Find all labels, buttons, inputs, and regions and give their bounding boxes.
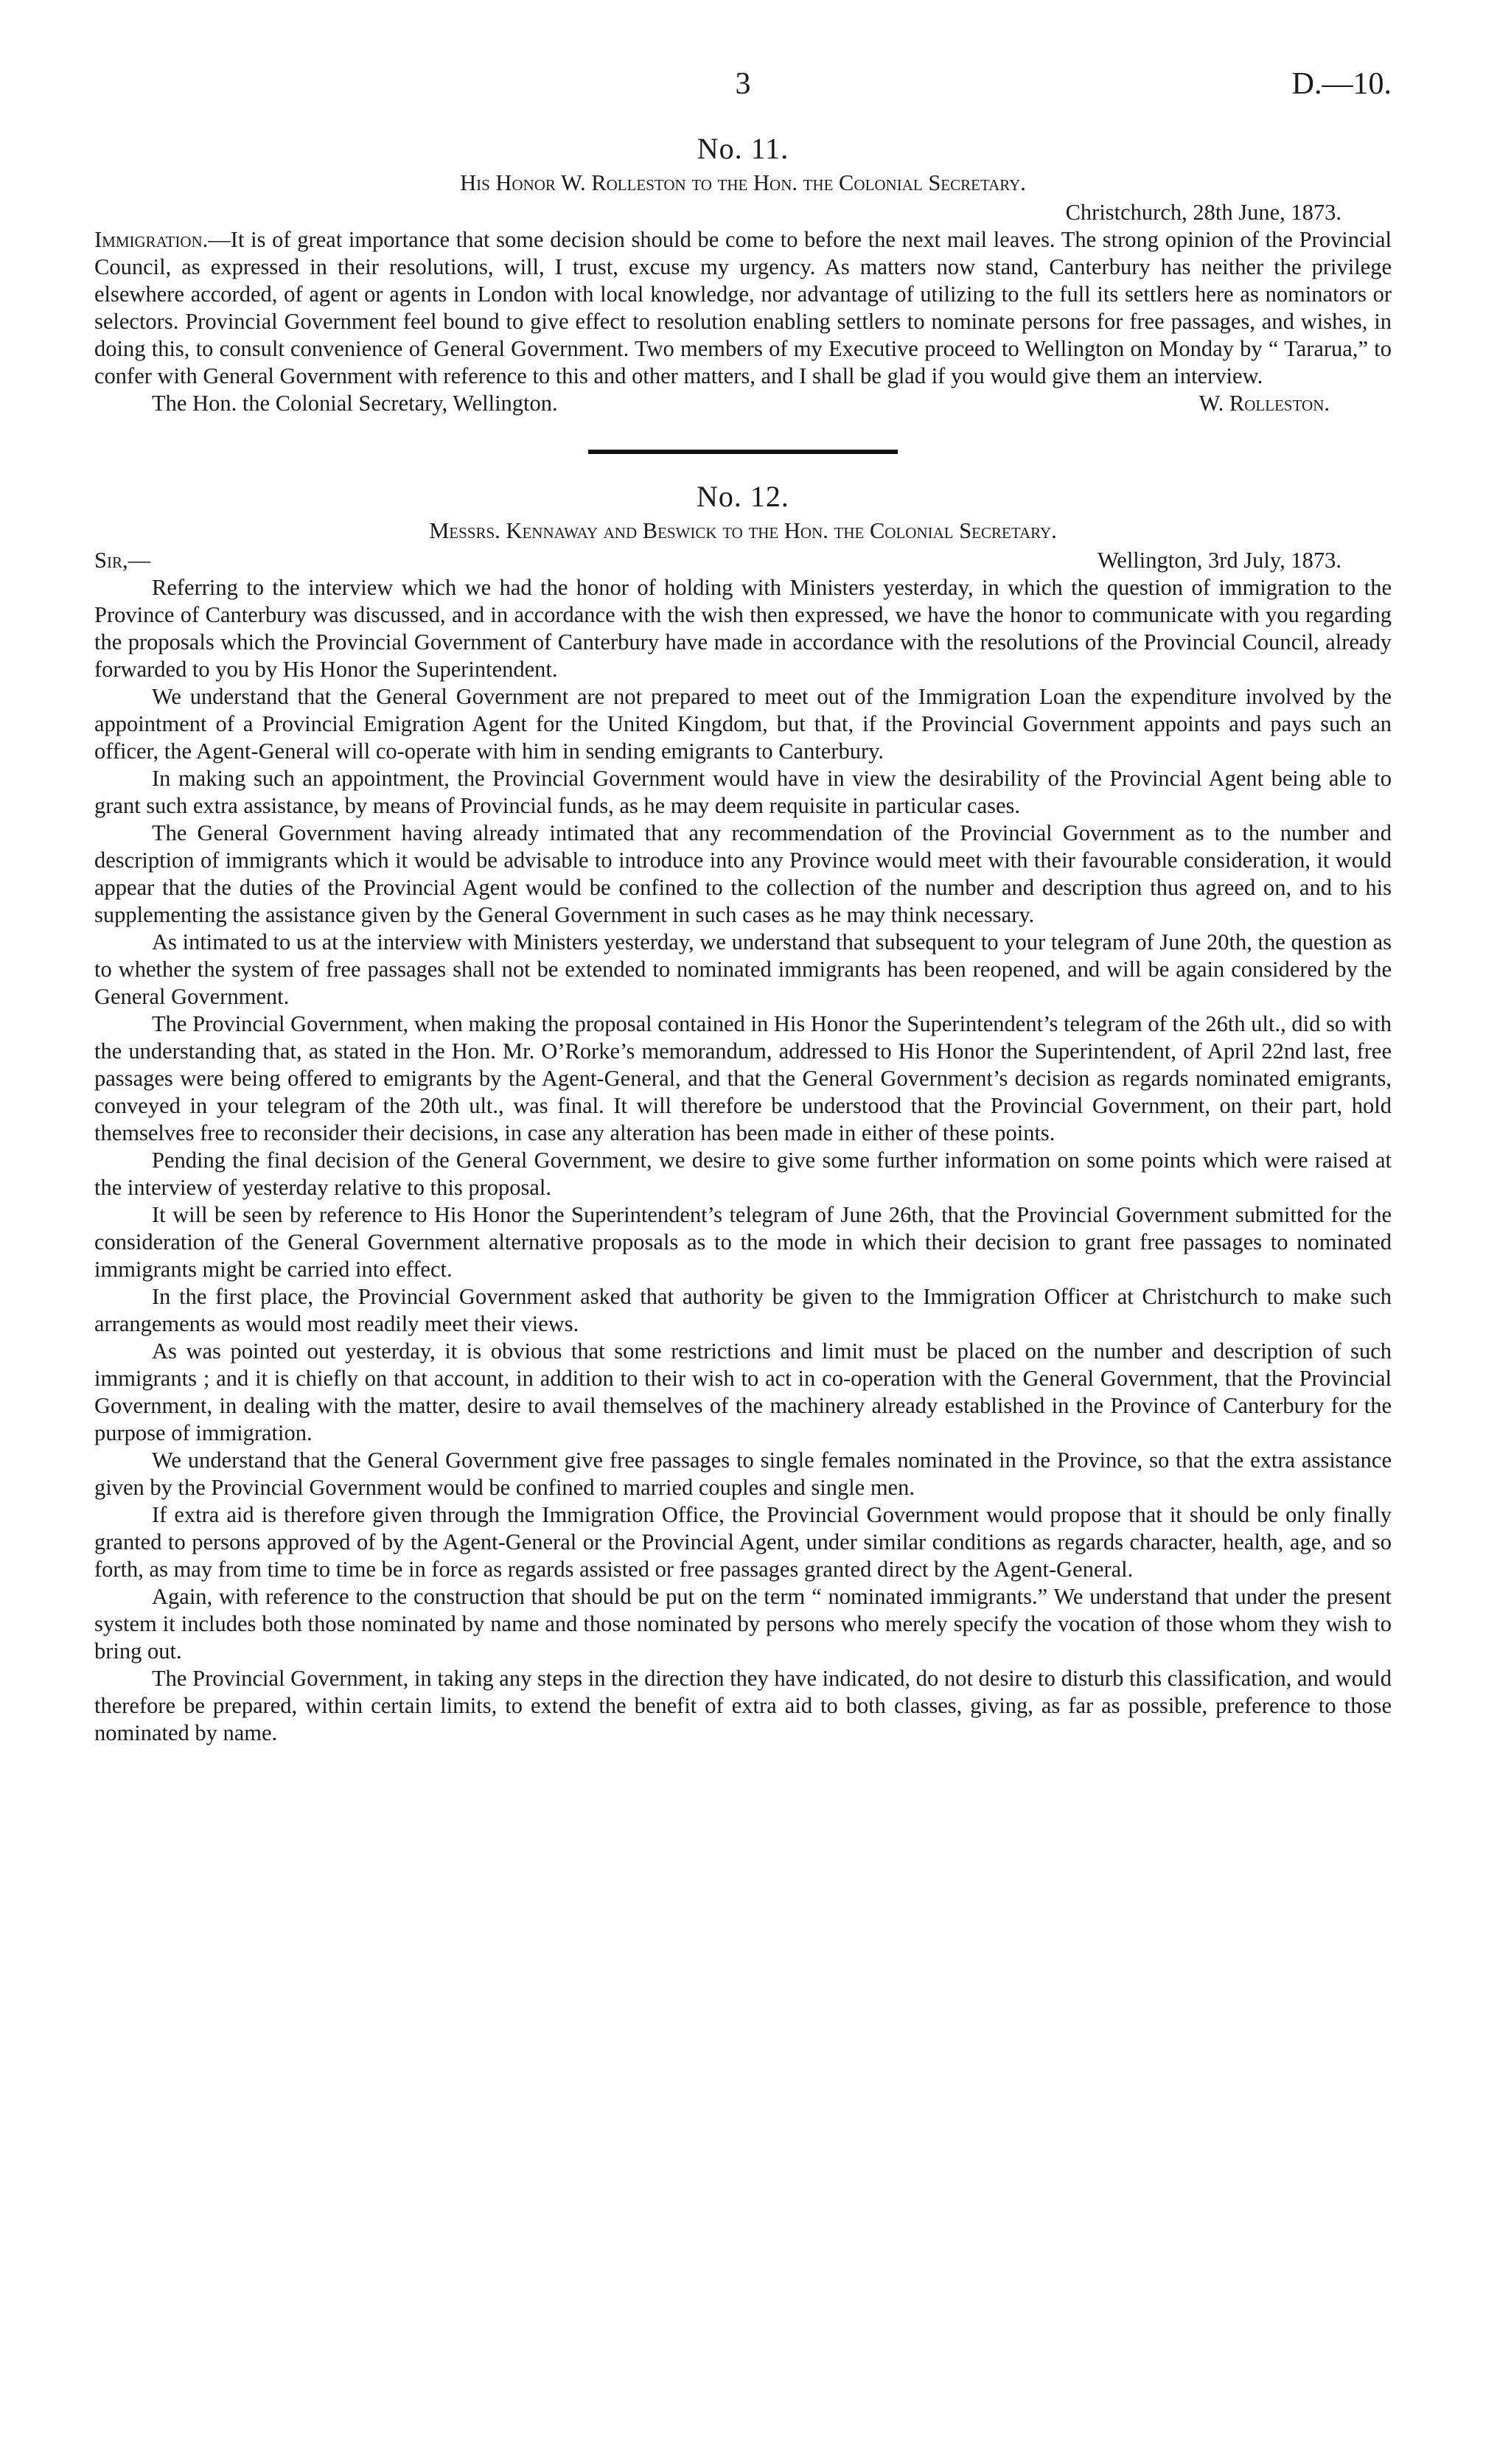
letter-11-lead-word: Immigration. bbox=[94, 227, 209, 252]
paragraph: Pending the final decision of the General Government, we desire to give some further information on some points which were raised at the interview of yesterday relative to this proposal. bbox=[94, 1148, 1392, 1200]
paragraph: It will be seen by reference to His Honor the Superintendent’s telegram of June 26th, that the Provincial Government submitted for the consideration of the General Government alternative proposals as to the mode in which their decision to grant free passages to nominated immigrants might be carried into effect. bbox=[94, 1202, 1392, 1282]
page-number: 3 bbox=[735, 67, 751, 101]
letter-11 bbox=[94, 131, 1392, 417]
paragraph: The Provincial Government, when making the proposal contained in His Honor the Superintendent’s telegram of the 26th ult., did so with the understanding that, as stated in the Hon. Mr. O’Rorke’s memorandum, addressed to His Honor the Superintendent, of April 22nd last, free passages were being offered to emigrants by the Agent-General, and that the General Government’s decision as regards nominated emigrants, conveyed in your telegram of the 20th ult., was final. It will therefore be understood that the Provincial Government, on their part, hold themselves free to reconsider their decisions, in case any alteration has been made in either of these points. bbox=[94, 1011, 1392, 1145]
paragraph: The General Government having already intimated that any recommendation of the Provincial Government as to the number and description of immigrants which it would be advisable to introduce into any Province would meet with their favourable consideration, it would appear that the duties of the Provincial Agent would be confined to the collection of the number and description thus agreed on, and to his supplementing the assistance given by the General Government in such cases as he may think necessary. bbox=[94, 820, 1392, 927]
letter-11-number: No. 11. bbox=[697, 132, 789, 165]
letter-11-addressee: The Hon. the Colonial Secretary, Wellington. bbox=[152, 391, 558, 416]
letter-11-body-text: —It is of great importance that some decision should be come to before the next mail leaves. The strong opinion of the Provincial Council, as expressed in their resolutions, will, I trust, excuse my urgency. As matters now stand, Canterbury has neither the privilege elsewhere accorded, of agent or agents in London with local knowledge, nor advantage of utilizing to the full its settlers here as nominators or selectors. Provincial Government feel bound to give effect to resolution enabling settlers to nominate persons for free passages, and wishes, in doing this, to consult convenience of General Government. Two members of my Executive proceed to Wellington on Monday by “ Tararua,” to confer with General Government with reference to this and other matters, and I shall be glad if you would give them an interview. bbox=[94, 227, 1392, 388]
letter-12-dateline: Wellington, 3rd July, 1873. bbox=[1097, 548, 1341, 573]
letter-12-subtitle: Messrs. Kennaway and Beswick to the Hon. the Colonial Secretary. bbox=[429, 518, 1057, 543]
paragraph: In making such an appointment, the Provincial Government would have in view the desirability of the Provincial Agent being able to grant such extra assistance, by means of Provincial funds, as he may deem requisite in particular cases. bbox=[94, 766, 1392, 818]
letter-11-subtitle: His Honor W. Rolleston to the Hon. the Colonial Secretary. bbox=[460, 170, 1026, 195]
letter-12-number: No. 12. bbox=[697, 480, 789, 513]
paragraph: In the first place, the Provincial Government asked that authority be given to the Immigration Officer at Christchurch to make such arrangements as would most readily meet their views. bbox=[94, 1284, 1392, 1336]
paragraph: We understand that the General Government are not prepared to meet out of the Immigration Loan the expenditure involved by the appointment of a Provincial Emigration Agent for the United Kingdom, but that, if the Provincial Government appoints and pays such an officer, the Agent-General will co-operate with him in sending emigrants to Canterbury. bbox=[94, 684, 1392, 764]
section-divider bbox=[588, 450, 898, 454]
document-page bbox=[94, 66, 1392, 1747]
paragraph: Referring to the interview which we had the honor of holding with Ministers yesterday, in which the question of immigration to the Province of Canterbury was discussed, and in accordance with the wish then expressed, we have the honor to communicate with you regarding the proposals which the Provincial Government of Canterbury have made in accordance with the resolutions of the Provincial Council, already forwarded to you by His Honor the Superintendent. bbox=[94, 575, 1392, 682]
letter-11-dateline: Christchurch, 28th June, 1873. bbox=[1065, 200, 1341, 225]
letter-12-salutation: Sir,— bbox=[94, 548, 151, 573]
letter-12 bbox=[94, 479, 1392, 1747]
page-header bbox=[94, 66, 1392, 125]
letter-11-closing bbox=[94, 390, 1392, 417]
letter-11-signature: W. Rolleston. bbox=[1198, 391, 1330, 416]
paragraph: We understand that the General Government give free passages to single females nominated in the Province, so that the extra assistance given by the Provincial Government would be confined to married couples and single men. bbox=[94, 1448, 1392, 1500]
paragraph: The Provincial Government, in taking any steps in the direction they have indicated, do not desire to disturb this classification, and would therefore be prepared, within certain limits, to extend the benefit of extra aid to both classes, giving, as far as possible, preference to those nominated by name. bbox=[94, 1666, 1392, 1745]
paragraph: As intimated to us at the interview with Ministers yesterday, we understand that subsequent to your telegram of June 20th, the question as to whether the system of free passages shall not be extended to nominated immigrants has been reopened, and will be again considered by the General Government. bbox=[94, 929, 1392, 1009]
paragraph: If extra aid is therefore given through the Immigration Office, the Provincial Government would propose that it should be only finally granted to persons approved of by the Agent-General or the Provincial Agent, under similar conditions as regards character, health, age, and so forth, as may from time to time be in force as regards assisted or free passages granted direct by the Agent-General. bbox=[94, 1502, 1392, 1582]
document-reference: D.—10. bbox=[1291, 67, 1392, 101]
letter-12-salutation-line bbox=[94, 547, 1392, 574]
letter-11-body bbox=[94, 226, 1392, 390]
paragraph: As was pointed out yesterday, it is obvious that some restrictions and limit must be placed on the number and description of such immigrants ; and it is chiefly on that account, in addition to their wish to act in co-operation with the General Government, that the Provincial Government, in dealing with the matter, desire to avail themselves of the machinery already established in the Province of Canterbury for the purpose of immigration. bbox=[94, 1339, 1392, 1445]
paragraph: Again, with reference to the construction that should be put on the term “ nominated immigrants.” We understand that under the present system it includes both those nominated by name and those nominated by persons who merely specify the vocation of those whom they wish to bring out. bbox=[94, 1584, 1392, 1664]
